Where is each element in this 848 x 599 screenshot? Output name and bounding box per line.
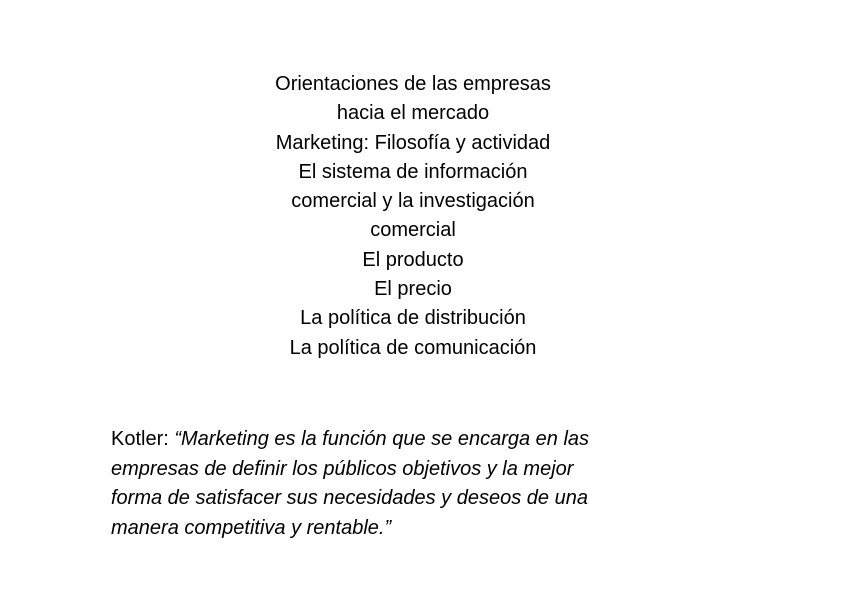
quote-text: forma de satisfacer sus necesidades y deseos de una bbox=[111, 487, 588, 509]
kotler-quote bbox=[111, 425, 751, 543]
topic-line: comercial y la investigación bbox=[291, 190, 535, 213]
topic-line: El precio bbox=[374, 278, 452, 301]
topic-line: La política de comunicación bbox=[289, 336, 537, 359]
topic-line: hacia el mercado bbox=[336, 102, 490, 125]
quote-text: manera competitiva y rentable.” bbox=[111, 516, 392, 539]
topics-list bbox=[213, 70, 613, 363]
quote-text: “Marketing es la función que se encarga en las bbox=[174, 428, 590, 450]
quote-text: empresas de definir los públicos objetivos y la mejor bbox=[111, 457, 574, 480]
topic-line: El producto bbox=[362, 248, 464, 271]
quote-author: Kotler: bbox=[111, 428, 175, 450]
topic-line: Orientaciones de las empresas bbox=[275, 73, 551, 95]
topic-line: Marketing: Filosofía y actividad bbox=[275, 131, 551, 154]
topic-line: La política de distribución bbox=[300, 307, 526, 330]
topic-line: comercial bbox=[370, 219, 456, 242]
topic-line: El sistema de información bbox=[298, 160, 528, 183]
quote-line-first bbox=[111, 425, 751, 455]
